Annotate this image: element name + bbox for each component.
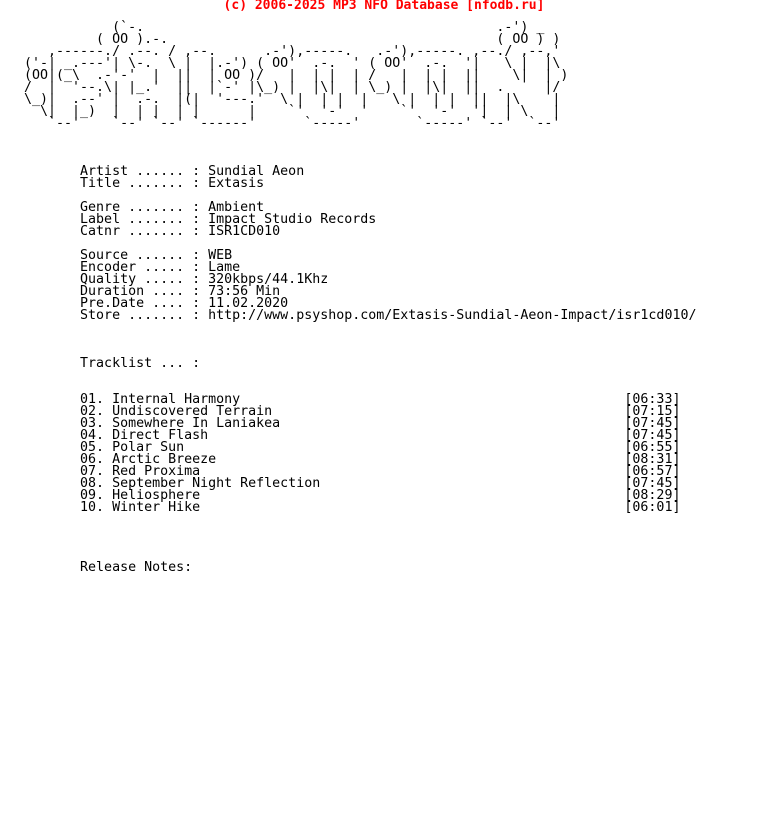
track-line: 09. Heliosphere [08:29] [16, 488, 681, 503]
predate-line: Pre.Date .... : 11.02.2020 [16, 296, 289, 311]
blank-line [16, 130, 696, 142]
blank-line [16, 514, 696, 526]
quality-line: Quality ..... : 320kbps/44.1Khz [16, 272, 329, 287]
blank-line [16, 322, 696, 334]
title-line: Title ....... : Extasis [16, 176, 265, 191]
tracklist-header: Tracklist ... : [16, 356, 201, 371]
track-line: 07. Red Proxima [06:57] [16, 464, 681, 479]
artist-line: Artist ...... : Sundial Aeon [16, 164, 305, 179]
release-notes-header: Release Notes: [16, 560, 193, 575]
track-line: 06. Arctic Breeze [08:31] [16, 452, 681, 467]
blank-line [16, 370, 696, 382]
ascii-art-line: `--' `--' `--' `------' `-----' `-----' `--' `--' [16, 116, 561, 131]
track-line: 03. Somewhere In Laniakea [07:45] [16, 416, 681, 431]
duration-line: Duration .... : 73:56 Min [16, 284, 281, 299]
ascii-art-line: \_)| .--' | .-. |(| '---.' \ | | | | \ | | | || |\ | [16, 92, 561, 107]
store-line: Store ....... : http://www.psyshop.com/Extasis-Sundial-Aeon-Impact/isr1cd010/ [16, 308, 697, 323]
ascii-art-line: \| |_) | | | | | | `' '-' ' `' '-' '| | \ | [16, 104, 561, 119]
track-line: 02. Undiscovered Terrain [07:15] [16, 404, 681, 419]
blank-line [16, 526, 696, 538]
ascii-art-line: (`-. .-') _ [16, 20, 545, 35]
track-line: 10. Winter Hike [06:01] [16, 500, 681, 515]
nfo-text [16, 22, 696, 574]
source-line: Source ...... : WEB [16, 248, 233, 263]
blank-line [16, 142, 696, 154]
track-line: 05. Polar Sun [06:55] [16, 440, 681, 455]
track-line: 08. September Night Reflection [07:45] [16, 476, 681, 491]
track-line: 04. Direct Flash [07:45] [16, 428, 681, 443]
label-line: Label ....... : Impact Studio Records [16, 212, 377, 227]
ascii-art-line: / | '--.\| |_.' || |`-' |\_) | |\| | \_) | |\| || . |/ [16, 80, 561, 95]
blank-line [16, 538, 696, 550]
ascii-art-line: (OO|(_\ .-'-' | || | OO )/ | | | | / | | | || \| | ) [16, 68, 569, 83]
track-line: 01. Internal Harmony [06:33] [16, 392, 681, 407]
ascii-art-line: ( OO ).-. ( OO ) ) [16, 32, 561, 47]
genre-line: Genre ....... : Ambient [16, 200, 265, 215]
catnr-line: Catnr ....... : ISR1CD010 [16, 224, 281, 239]
encoder-line: Encoder ..... : Lame [16, 260, 241, 275]
copyright-banner: (c) 2006-2025 MP3 NFO Database [nfodb.ru] [223, 0, 545, 13]
ascii-art-line: ('-| _.---'| \-. \ | |.-') ( OO' .-. ' ( OO' .-. '| \ | |\ [16, 56, 561, 71]
blank-line [16, 334, 696, 346]
ascii-art-line: ,------./ .--. / ,--. .-'),-----. .-'),-----. ,--./ ,--,' [16, 44, 561, 59]
